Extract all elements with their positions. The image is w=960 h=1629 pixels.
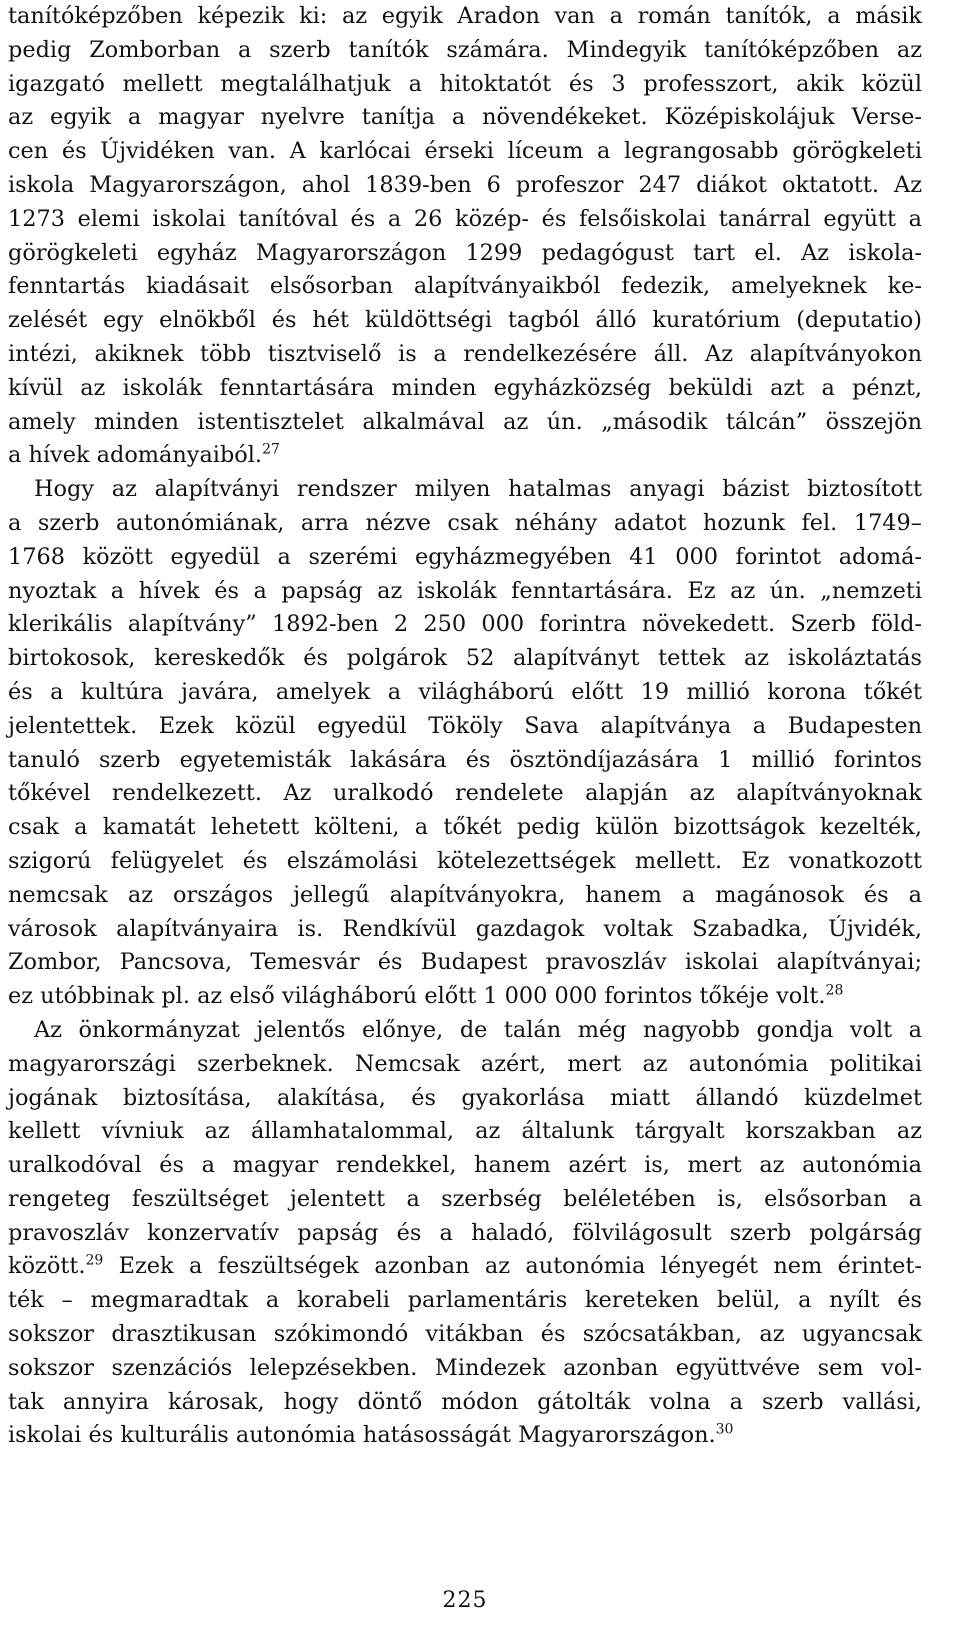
text-line: pedig Zomborban a szerb tanítók számára. Mindegyik tanítóképzőben az [8, 36, 922, 63]
text-line: 1273 elemi iskolai tanítóval és a 26 közép- és felsőiskolai tanárral együtt a [8, 205, 922, 232]
text-fragment: ez utóbbinak pl. az első világháború előtt 1 000 000 forintos tőkéje volt. [8, 983, 826, 1010]
text-line: ték – megmaradtak a korabeli parlamentáris kereteken belül, a nyílt és [8, 1287, 922, 1314]
text-line: az egyik a magyar nyelvre tanítja a növendékeket. Középiskolájuk Verse- [8, 104, 922, 131]
text-line: intézi, akiknek több tisztviselő is a rendelkezésére áll. Az alapítványokon [8, 340, 922, 367]
text-line: és a kultúra javára, amelyek a világháború előtt 19 millió korona tőkét [8, 678, 922, 705]
text-line: sokszor szenzációs lelepzésekben. Mindezek azonban együttvéve sem vol- [8, 1354, 922, 1381]
text-line: a szerb autonómiának, arra nézve csak néhány adatot hozunk fel. 1749– [8, 509, 922, 536]
text-line: klerikális alapítvány” 1892-ben 2 250 000 forintra növekedett. Szerb föld- [8, 611, 922, 638]
text-line: tanuló szerb egyetemisták lakására és ösztöndíjazására 1 millió forintos [8, 746, 922, 773]
footnote-marker[interactable]: 30 [715, 1422, 734, 1438]
page-text [8, 0, 922, 1453]
text-line: jelentettek. Ezek közül egyedül Tököly Sava alapítványa a Budapesten [8, 712, 922, 739]
text-line: görögkeleti egyház Magyarországon 1299 pedagógust tart el. Az iskola- [8, 239, 922, 266]
paragraph-2 [8, 473, 922, 1014]
text-line: tanítóképzőben képezik ki: az egyik Aradon van a román tanítók, a másik [8, 3, 922, 29]
footnote-marker[interactable]: 28 [825, 982, 844, 999]
text-line: fenntartás kiadásait elsősorban alapítványaikból fedezik, amelyeknek ke- [8, 273, 922, 300]
paragraph-1 [8, 0, 922, 473]
text-line: iskola Magyarországon, ahol 1839-ben 6 profeszor 247 diákot oktatott. Az [8, 171, 922, 198]
text-line: nemcsak az országos jellegű alapítványokra, hanem a magánosok és a [8, 881, 922, 908]
text-line: igazgató mellett megtalálhatjuk a hitoktatót és 3 professzort, akik közül [8, 70, 922, 97]
text-line: zelését egy elnökből és hét küldöttségi tagból álló kuratórium (deputatio) [8, 307, 922, 334]
footnote-marker[interactable]: 29 [85, 1253, 104, 1270]
text-line: városok alapítványaira is. Rendkívül gazdagok voltak Szabadka, Újvidék, [8, 915, 922, 942]
text-line: uralkodóval és a magyar rendekkel, hanem azért is, mert az autonómia [8, 1152, 922, 1179]
text-line: pravoszláv konzervatív papság és a haladó, fölvilágosult szerb polgárság [8, 1219, 922, 1246]
text-fragment: Ezek a feszültségek azonban az autonómia lényegét nem érintet- [103, 1253, 922, 1280]
text-line: tak annyira károsak, hogy döntő módon gátolták volna a szerb vallási, [8, 1388, 922, 1415]
text-line [8, 1250, 922, 1284]
text-fragment: iskolai és kulturális autonómia hatásosságát Magyarországon. [8, 1422, 716, 1449]
text-line: birtokosok, kereskedők és polgárok 52 alapítványt tettek az iskoláztatás [8, 645, 922, 672]
text-line: jogának biztosítása, alakítása, és gyakorlása miatt állandó küzdelmet [8, 1084, 922, 1111]
text-line: kellett vívniuk az államhatalommal, az általunk tárgyalt korszakban az [8, 1118, 922, 1145]
footnote-marker[interactable]: 27 [262, 441, 280, 458]
text-line: szigorú felügyelet és elszámolási kötelezettségek mellett. Ez vonatkozott [8, 847, 922, 874]
text-line: Hogy az alapítványi rendszer milyen hatalmas anyagi bázist biztosított [34, 476, 922, 503]
text-line: rengeteg feszültséget jelentett a szerbség beléletében is, elsősorban a [8, 1185, 922, 1212]
text-line: magyarországi szerbeknek. Nemcsak azért, mert az autonómia politikai [8, 1050, 922, 1077]
text-line: tőkével rendelkezett. Az uralkodó rendelete alapján az alapítványoknak [8, 780, 922, 807]
text-line: sokszor drasztikusan szókimondó vitákban és szócsatákban, az ugyancsak [8, 1321, 922, 1348]
text-fragment: a hívek adományaiból. [8, 442, 263, 469]
text-line: Az önkormányzat jelentős előnye, de talán még nagyobb gondja volt a [34, 1016, 922, 1043]
text-line [8, 439, 922, 473]
text-line: 1768 között egyedül a szerémi egyházmegyében 41 000 forintot adomá- [8, 543, 922, 570]
text-line: amely minden istentisztelet alkalmával az ún. „második tálcán” összejön [8, 408, 922, 435]
text-line: Zombor, Pancsova, Temesvár és Budapest pravoszláv iskolai alapítványai; [8, 949, 922, 976]
page-number: 225 [442, 1588, 488, 1613]
text-line: cen és Újvidéken van. A karlócai érseki líceum a legrangosabb görögkeleti [8, 138, 922, 165]
text-line: kívül az iskolák fenntartására minden egyházközség beküldi azt a pénzt, [8, 374, 922, 401]
text-line [8, 980, 922, 1014]
text-line [8, 1419, 922, 1453]
text-line: nyoztak a hívek és a papság az iskolák fenntartására. Ez az ún. „nemzeti [8, 577, 922, 604]
text-line: csak a kamatát lehetett költeni, a tőkét pedig külön bizottságok kezelték, [8, 814, 922, 841]
text-fragment: között. [8, 1253, 86, 1280]
paragraph-3 [8, 1014, 922, 1453]
